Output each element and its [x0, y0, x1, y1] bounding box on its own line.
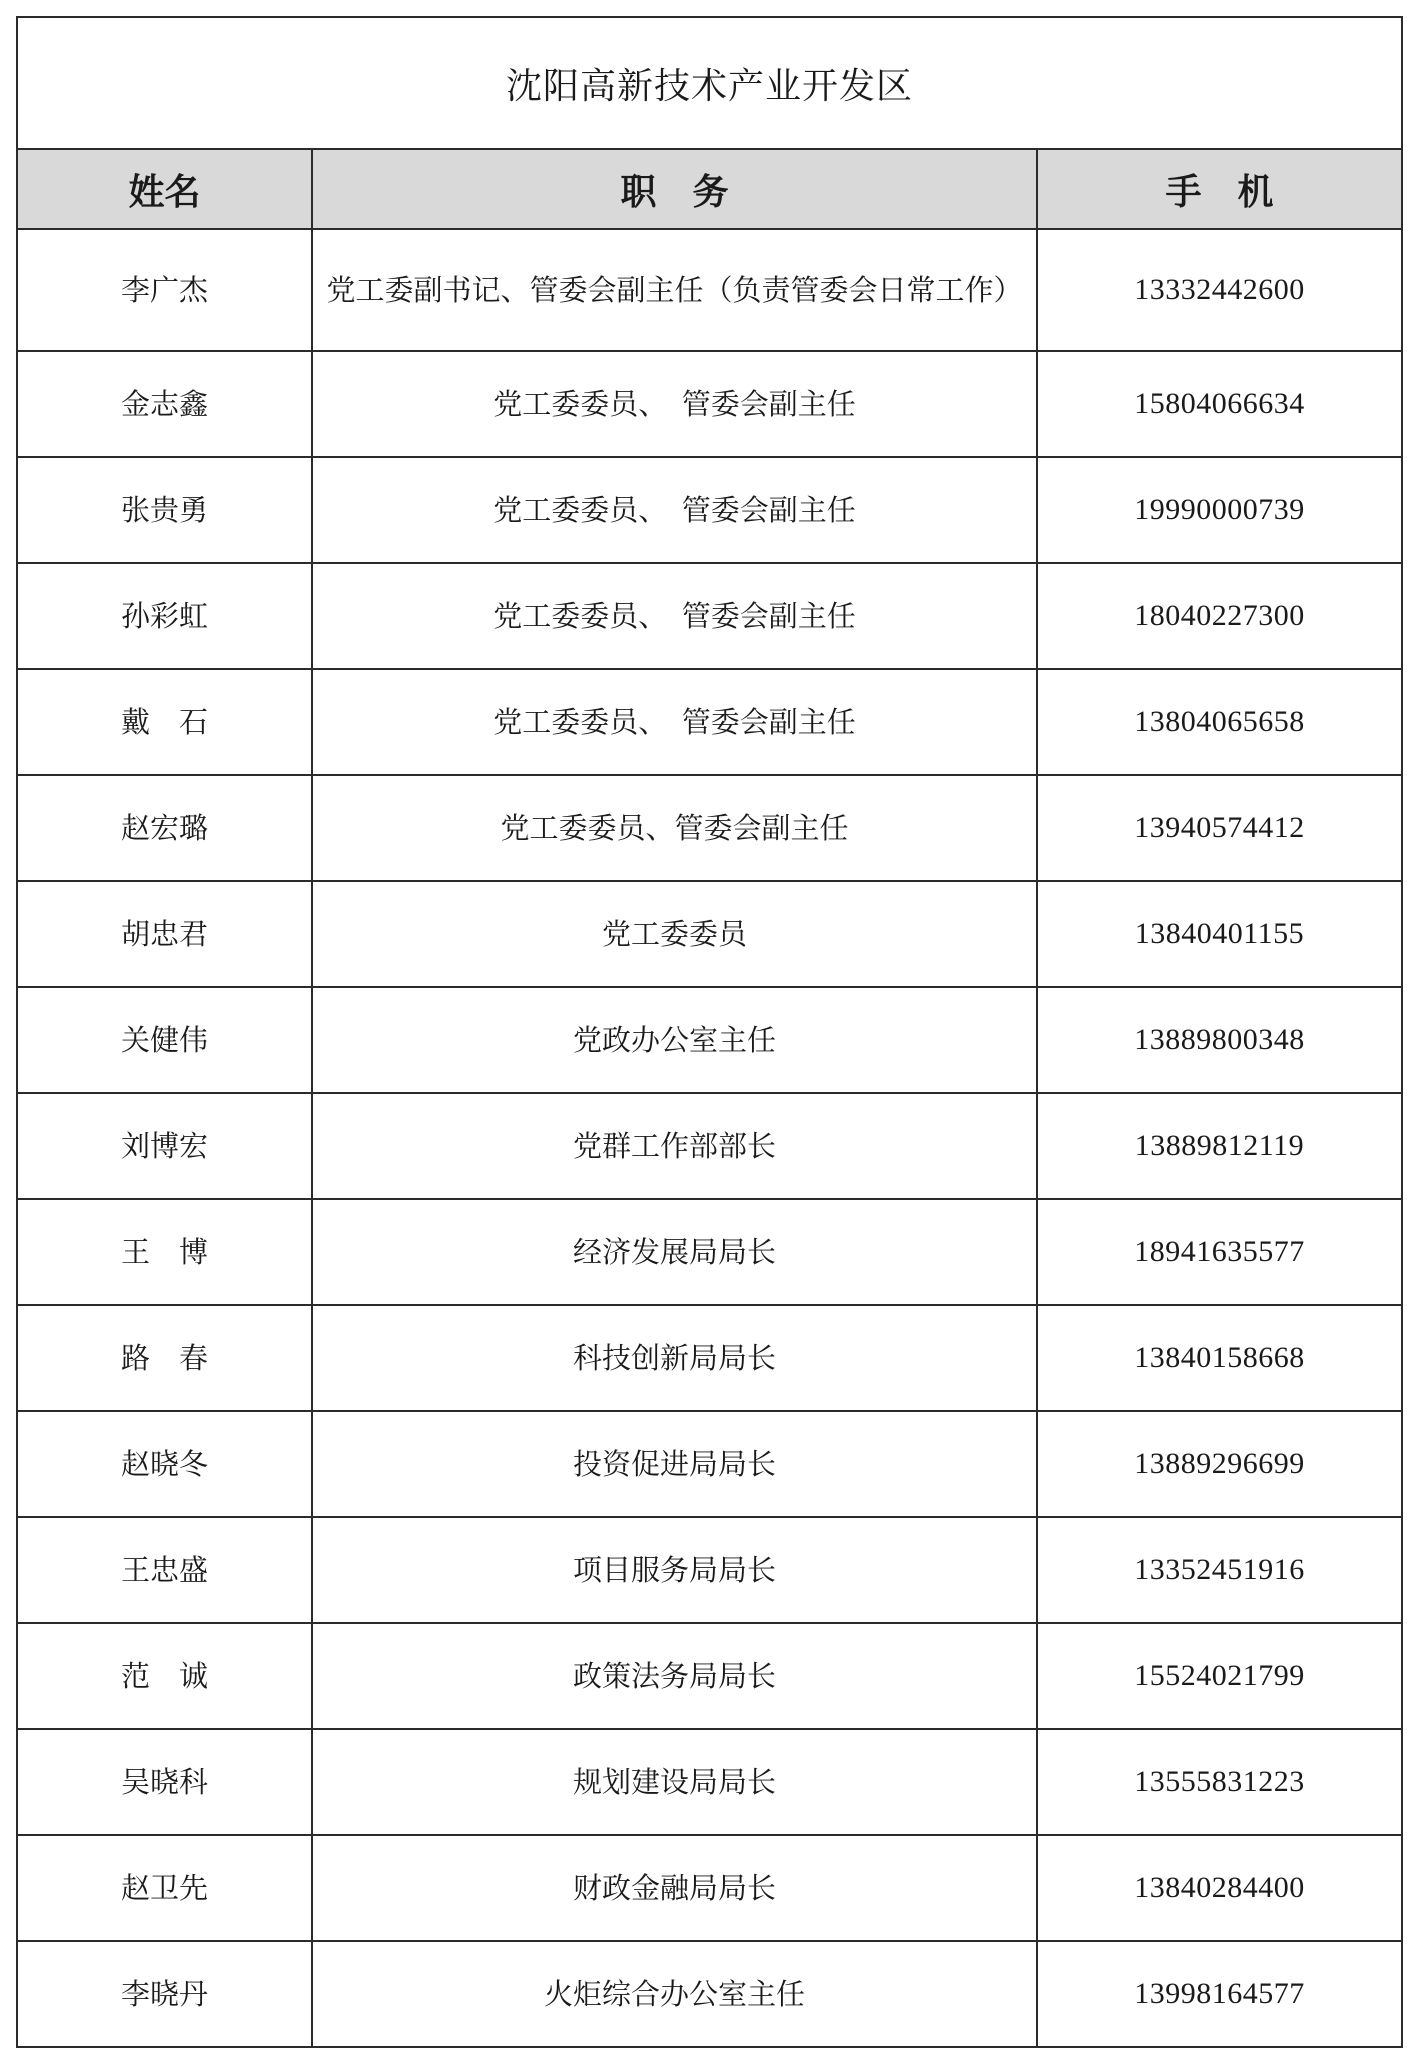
cell-position: 项目服务局局长 — [312, 1517, 1037, 1623]
table-row — [17, 669, 1402, 775]
table-row — [17, 1305, 1402, 1411]
cell-name: 李晓丹 — [17, 1941, 312, 2047]
cell-name: 金志鑫 — [17, 351, 312, 457]
cell-name: 吴晓科 — [17, 1729, 312, 1835]
cell-phone: 13352451916 — [1037, 1517, 1402, 1623]
cell-name: 王 博 — [17, 1199, 312, 1305]
cell-position: 党工委委员 — [312, 881, 1037, 987]
table-row — [17, 1093, 1402, 1199]
cell-name: 戴 石 — [17, 669, 312, 775]
cell-position: 党工委副书记、管委会副主任（负责管委会日常工作） — [312, 229, 1037, 351]
table-row — [17, 1199, 1402, 1305]
cell-phone: 15804066634 — [1037, 351, 1402, 457]
cell-phone: 13889812119 — [1037, 1093, 1402, 1199]
table-row — [17, 563, 1402, 669]
cell-position: 火炬综合办公室主任 — [312, 1941, 1037, 2047]
cell-name: 张贵勇 — [17, 457, 312, 563]
table-row — [17, 1729, 1402, 1835]
table-row — [17, 1623, 1402, 1729]
table-row — [17, 1411, 1402, 1517]
cell-phone: 15524021799 — [1037, 1623, 1402, 1729]
table-title: 沈阳高新技术产业开发区 — [17, 17, 1402, 149]
cell-name: 刘博宏 — [17, 1093, 312, 1199]
cell-name: 关健伟 — [17, 987, 312, 1093]
cell-position: 财政金融局局长 — [312, 1835, 1037, 1941]
table-row — [17, 1517, 1402, 1623]
cell-name: 赵卫先 — [17, 1835, 312, 1941]
cell-phone: 13840284400 — [1037, 1835, 1402, 1941]
cell-phone: 13555831223 — [1037, 1729, 1402, 1835]
header-row — [17, 149, 1402, 229]
cell-position: 党工委委员、管委会副主任 — [312, 775, 1037, 881]
cell-position: 投资促进局局长 — [312, 1411, 1037, 1517]
cell-name: 赵宏璐 — [17, 775, 312, 881]
table-row — [17, 881, 1402, 987]
title-row — [17, 17, 1402, 149]
cell-phone: 13889296699 — [1037, 1411, 1402, 1517]
cell-phone: 13998164577 — [1037, 1941, 1402, 2047]
cell-position: 党工委委员、 管委会副主任 — [312, 457, 1037, 563]
cell-name: 路 春 — [17, 1305, 312, 1411]
cell-phone: 13940574412 — [1037, 775, 1402, 881]
cell-position: 规划建设局局长 — [312, 1729, 1037, 1835]
cell-name: 胡忠君 — [17, 881, 312, 987]
cell-position: 政策法务局局长 — [312, 1623, 1037, 1729]
cell-position: 党政办公室主任 — [312, 987, 1037, 1093]
cell-position: 党工委委员、 管委会副主任 — [312, 669, 1037, 775]
cell-position: 党工委委员、 管委会副主任 — [312, 563, 1037, 669]
header-phone: 手 机 — [1037, 149, 1402, 229]
table-row — [17, 1835, 1402, 1941]
cell-phone: 13889800348 — [1037, 987, 1402, 1093]
cell-phone: 18040227300 — [1037, 563, 1402, 669]
cell-phone: 13840401155 — [1037, 881, 1402, 987]
cell-name: 范 诚 — [17, 1623, 312, 1729]
cell-phone: 13332442600 — [1037, 229, 1402, 351]
cell-position: 经济发展局局长 — [312, 1199, 1037, 1305]
table-row — [17, 987, 1402, 1093]
cell-phone: 13804065658 — [1037, 669, 1402, 775]
cell-phone: 18941635577 — [1037, 1199, 1402, 1305]
table-row — [17, 775, 1402, 881]
contact-table — [16, 16, 1403, 2048]
cell-position: 党群工作部部长 — [312, 1093, 1037, 1199]
cell-name: 孙彩虹 — [17, 563, 312, 669]
cell-name: 王忠盛 — [17, 1517, 312, 1623]
cell-phone: 13840158668 — [1037, 1305, 1402, 1411]
table-row — [17, 457, 1402, 563]
table-row — [17, 229, 1402, 351]
cell-phone: 19990000739 — [1037, 457, 1402, 563]
cell-name: 赵晓冬 — [17, 1411, 312, 1517]
table-row — [17, 1941, 1402, 2047]
header-name: 姓名 — [17, 149, 312, 229]
table-row — [17, 351, 1402, 457]
cell-position: 科技创新局局长 — [312, 1305, 1037, 1411]
cell-name: 李广杰 — [17, 229, 312, 351]
header-position: 职 务 — [312, 149, 1037, 229]
cell-position: 党工委委员、 管委会副主任 — [312, 351, 1037, 457]
